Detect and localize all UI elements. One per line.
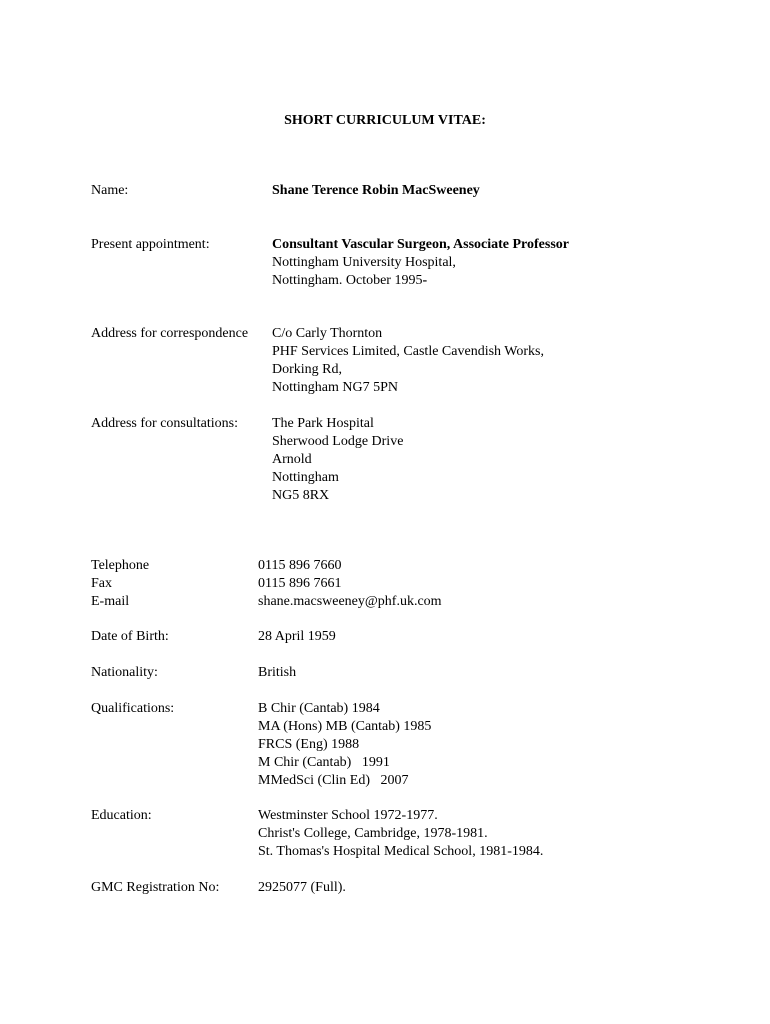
qualification-item: FRCS (Eng) 1988 (258, 737, 360, 752)
education-label: Education: (91, 808, 152, 823)
appointment-location (272, 272, 692, 290)
name-value: Shane Terence Robin MacSweeney (272, 183, 480, 198)
consultations-label: Address for consultations: (91, 416, 238, 431)
education-item: Westminster School 1972-1977. (258, 808, 438, 823)
correspondence-line: PHF Services Limited, Castle Cavendish Works, (272, 344, 544, 359)
nationality-label: Nationality: (91, 665, 158, 680)
correspondence-line: C/o Carly Thornton (272, 326, 383, 341)
education-list (258, 807, 678, 861)
appointment-value (272, 236, 692, 290)
gmc-label: GMC Registration No: (91, 880, 220, 895)
fax-value: 0115 896 7661 (258, 576, 342, 591)
appointment-hospital: Nottingham University Hospital, (272, 255, 456, 270)
email-value: shane.macsweeney@phf.uk.com (258, 594, 442, 609)
document-title: SHORT CURRICULUM VITAE: (284, 113, 486, 128)
correspondence-line: Nottingham NG7 5PN (272, 380, 398, 395)
dob-value: 28 April 1959 (258, 629, 336, 644)
correspondence-address (272, 325, 692, 397)
name-label: Name: (91, 183, 129, 198)
education-item: St. Thomas's Hospital Medical School, 1981-1984. (258, 844, 544, 859)
contact-labels (91, 557, 271, 611)
appointment-dash: - (422, 273, 428, 288)
consultations-line: The Park Hospital (272, 416, 374, 431)
telephone-value: 0115 896 7660 (258, 558, 342, 573)
fax-label: Fax (91, 576, 112, 591)
consultations-line: Sherwood Lodge Drive (272, 434, 404, 449)
dob-label: Date of Birth: (91, 629, 169, 644)
correspondence-line: Dorking Rd, (272, 362, 342, 377)
nationality-value: British (258, 665, 297, 680)
consultations-address (272, 415, 692, 505)
contact-values (258, 557, 678, 611)
appointment-label: Present appointment: (91, 237, 210, 252)
education-item: Christ's College, Cambridge, 1978-1981. (258, 826, 488, 841)
gmc-value: 2925077 (Full). (258, 880, 346, 895)
qualification-item: MA (Hons) MB (Cantab) 1985 (258, 719, 432, 734)
telephone-label: Telephone (91, 558, 150, 573)
consultations-line: Nottingham (272, 470, 339, 485)
email-label: E-mail (91, 594, 130, 609)
appointment-date: Nottingham. October 1995 (272, 273, 423, 288)
consultations-line: Arnold (272, 452, 312, 467)
qualifications-label: Qualifications: (91, 701, 175, 716)
qualification-item: M Chir (Cantab) 1991 (258, 755, 390, 770)
qualification-item: MMedSci (Clin Ed) 2007 (258, 773, 409, 788)
correspondence-label: Address for correspondence (91, 326, 249, 341)
consultations-line: NG5 8RX (272, 488, 330, 503)
appointment-title: Consultant Vascular Surgeon, Associate Professor (272, 237, 570, 252)
qualification-item: B Chir (Cantab) 1984 (258, 701, 380, 716)
qualifications-list (258, 700, 678, 790)
